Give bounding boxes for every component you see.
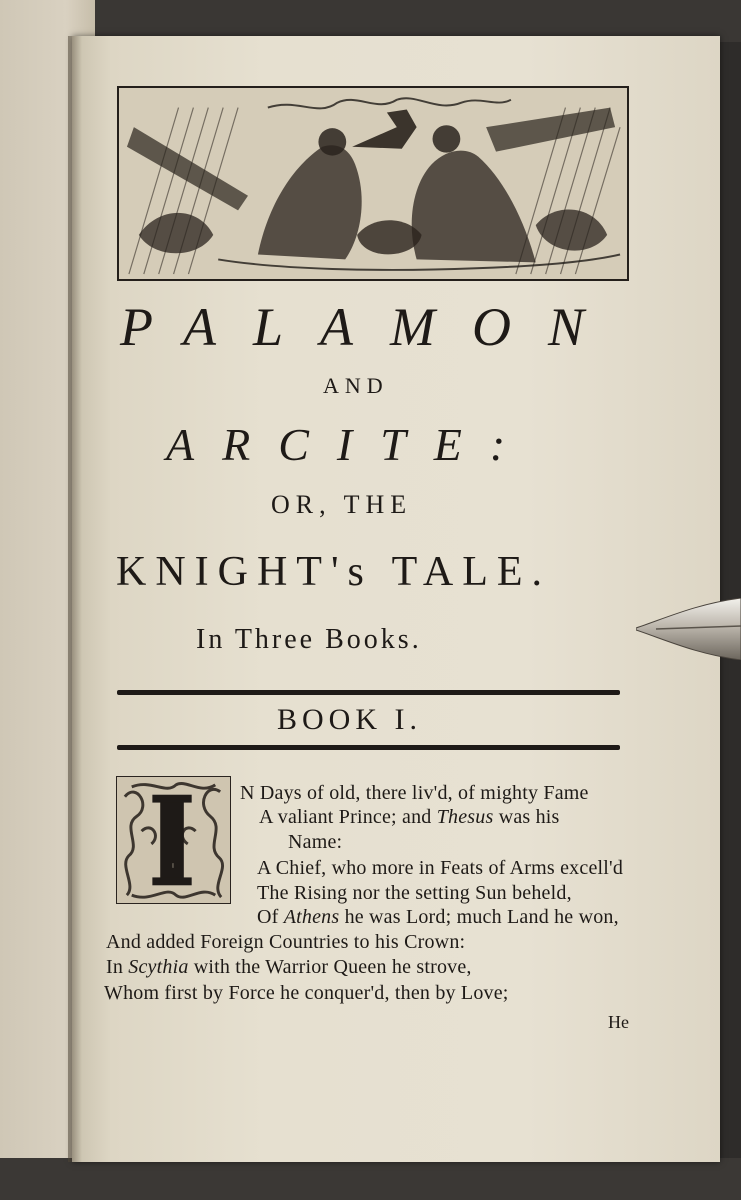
- decorated-initial-icon: [116, 776, 231, 904]
- catchword: He: [608, 1012, 629, 1032]
- poem-line-7: And added Foreign Countries to his Crown:: [106, 931, 466, 953]
- poem-line-2a: A valiant Prince; and: [259, 806, 432, 828]
- subtitle-in: In: [196, 624, 226, 655]
- poem-line-1: N Days of old, there liv'd, of mighty Fame: [240, 782, 589, 804]
- gutter-shadow: [68, 36, 82, 1162]
- poem-line-6: [257, 906, 619, 929]
- subtitle-three: Three: [234, 624, 316, 655]
- poem-line-2: [259, 806, 560, 829]
- background-bottom: [0, 1158, 741, 1200]
- subtitle-three-books: [196, 624, 422, 656]
- poem-name-athens: Athens: [283, 906, 340, 928]
- poem-line-8: [106, 956, 472, 979]
- initial-letter: I: [172, 863, 174, 870]
- title-or-the: OR, THE: [271, 490, 413, 519]
- title-knights-tale: KNIGHT's TALE.: [116, 549, 552, 595]
- poem-line-3: Name:: [288, 831, 343, 853]
- poem-line-2b: was his: [498, 806, 560, 828]
- headpiece-ornament-icon: [117, 86, 629, 281]
- poem-line-9: Whom first by Force he conquer'd, then by Love;: [104, 982, 509, 1004]
- book-heading: BOOK I.: [277, 703, 422, 736]
- rule-top: [117, 690, 620, 695]
- poem-line-6a: Of: [257, 906, 279, 928]
- poem-line-8b: with the Warrior Queen he strove,: [193, 956, 472, 978]
- poem-name-scythia: Scythia: [128, 956, 189, 978]
- poem-line-6b: he was Lord; much Land he won,: [344, 906, 619, 928]
- title-palamon: PALAMON: [120, 297, 622, 357]
- subtitle-books: Books.: [325, 624, 422, 655]
- poem-name-thesus: Thesus: [436, 806, 494, 828]
- rule-bottom: [117, 745, 620, 750]
- title-arcite: ARCITE:: [166, 419, 534, 470]
- poem-line-4: A Chief, who more in Feats of Arms excell'd: [257, 857, 624, 879]
- metal-pointer-icon: [636, 598, 741, 660]
- poem-line-8a: In: [106, 956, 124, 978]
- poem-line-5: The Rising nor the setting Sun beheld,: [257, 882, 572, 904]
- title-and: AND: [323, 373, 389, 398]
